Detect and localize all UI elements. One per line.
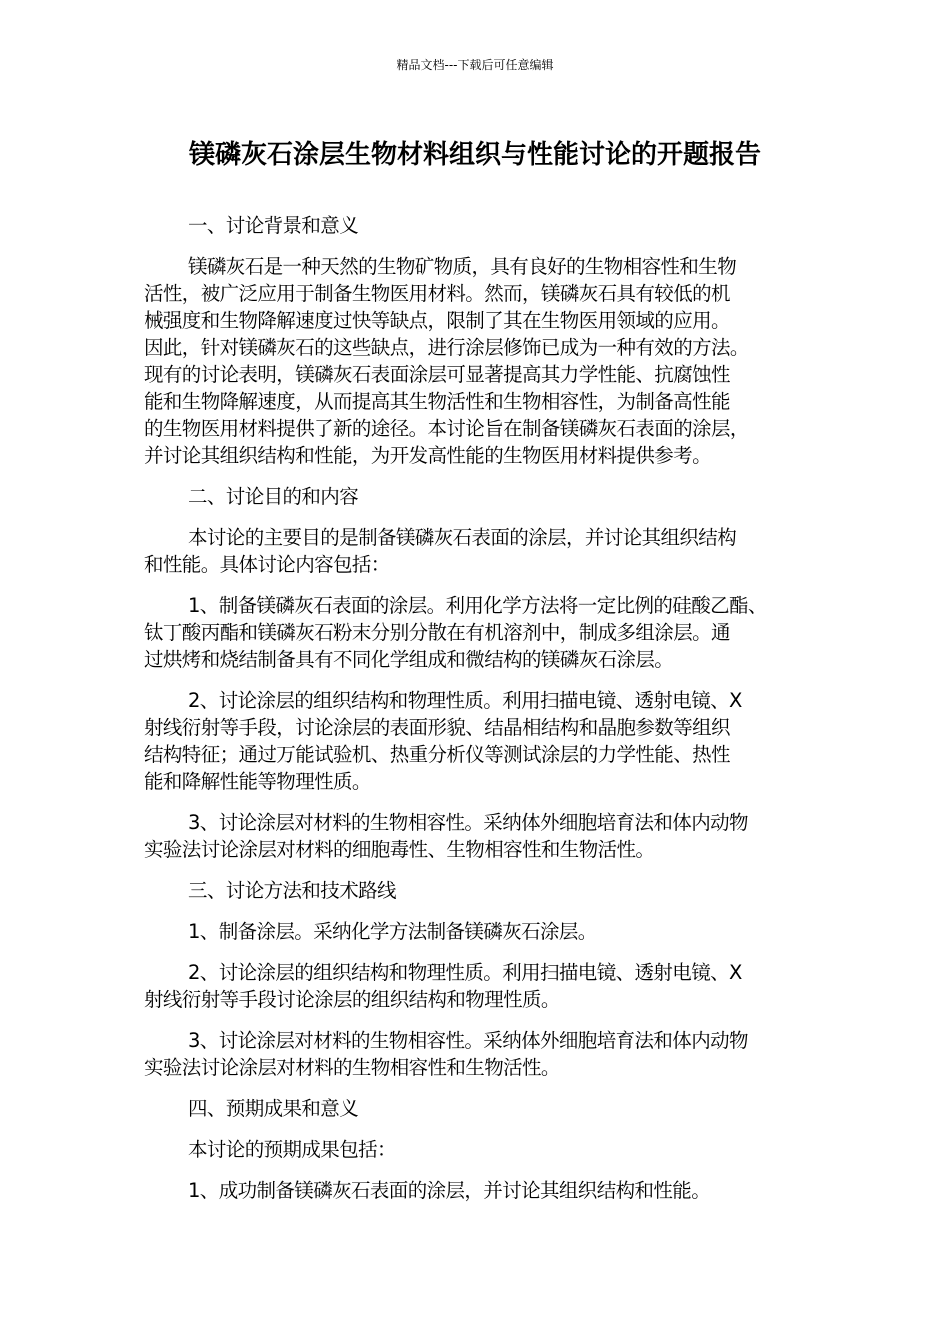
- list-item-purpose-3: 3、讨论涂层对材料的生物相容性。采纳体外细胞培育法和体内动物 实验法讨论涂层对材料的细胞毒性、生物相容性和生物活性。: [144, 811, 748, 861]
- list-item-methods-3: 3、讨论涂层对材料的生物相容性。采纳体外细胞培育法和体内动物 实验法讨论涂层对材料的生物相容性和生物活性。: [144, 1029, 748, 1079]
- header-note: 精品文档---下载后可任意编辑: [396, 58, 554, 72]
- list-item-purpose-2: 2、讨论涂层的组织结构和物理性质。利用扫描电镜、透射电镜、X 射线衍射等手段，讨论涂层的表面形貌、结晶相结构和晶胞参数等组织 结构特征；通过万能试验机、热重分析仪等测试涂层的力学性能、热性 能和降解性能等物理性质。: [144, 689, 742, 793]
- section-heading-outcomes: 四、预期成果和意义: [188, 1097, 359, 1120]
- section-heading-background: 一、讨论背景和意义: [188, 214, 359, 237]
- document-body: [144, 212, 812, 1218]
- list-item-methods-1: 1、制备涂层。采纳化学方法制备镁磷灰石涂层。: [188, 920, 597, 943]
- section-heading-methods: 三、讨论方法和技术路线: [188, 879, 396, 902]
- paragraph-background: 镁磷灰石是一种天然的生物矿物质，具有良好的生物相容性和生物 活性，被广泛应用于制备生物医用材料。然而，镁磷灰石具有较低的机 械强度和生物降解速度过快等缺点，限制了其在生物医用领域的应用。 因此，针对镁磷灰石的这些缺点，进行涂层修饰已成为一种有效的方法。 现有的讨论表明，镁磷灰石表面涂层可显著提高其力学性能、抗腐蚀性 能和生物降解速度，从而提高其生物活性和生物相容性，为制备高性能 的生物医用材料提供了新的途径。本讨论旨在制备镁磷灰石表面的涂层， 并讨论其组织结构和性能，为开发高性能的生物医用材料提供参考。: [144, 255, 749, 467]
- list-item-purpose-1: 1、制备镁磷灰石表面的涂层。利用化学方法将一定比例的硅酸乙酯、 钛丁酸丙酯和镁磷灰石粉末分别分散在有机溶剂中，制成多组涂层。通 过烘烤和烧结制备具有不同化学组成和微结构的镁磷灰石涂层。: [144, 594, 767, 671]
- section-heading-purpose: 二、讨论目的和内容: [188, 485, 359, 508]
- paragraph-purpose: 本讨论的主要目的是制备镁磷灰石表面的涂层，并讨论其组织结构 和性能。具体讨论内容包括：: [144, 526, 737, 576]
- list-item-methods-2: 2、讨论涂层的组织结构和物理性质。利用扫描电镜、透射电镜、X 射线衍射等手段讨论涂层的组织结构和物理性质。: [144, 961, 742, 1011]
- list-item-outcomes-1: 1、成功制备镁磷灰石表面的涂层，并讨论其组织结构和性能。: [188, 1179, 711, 1202]
- page-title: 镁磷灰石涂层生物材料组织与性能讨论的开题报告: [188, 140, 761, 170]
- paragraph-outcomes: 本讨论的预期成果包括：: [188, 1138, 396, 1161]
